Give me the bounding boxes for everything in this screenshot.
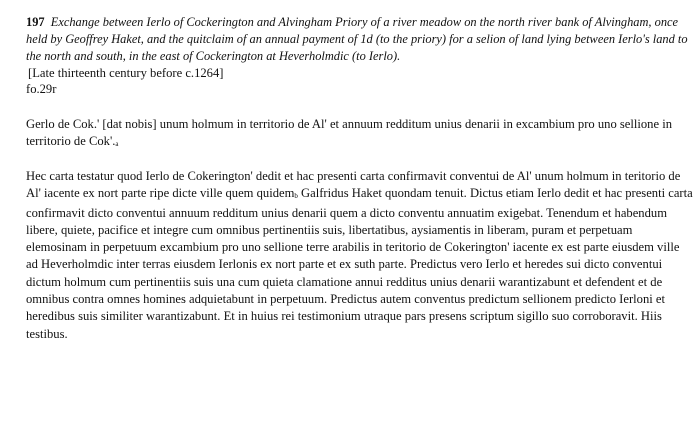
charter-summary xyxy=(26,116,694,152)
charter-heading xyxy=(26,14,694,65)
charter-number: 197 xyxy=(26,15,45,29)
summary-note-marker: a xyxy=(115,140,119,148)
charter-date: [Late thirteenth century before c.1264] xyxy=(28,66,224,80)
body-note-marker: b xyxy=(294,192,298,201)
body-text-part-2: Galfridus Haket quondam tenuit. Dictus etiam Ierlo dedit et hac presenti carta confirmavit dicto conventui annuum redditum unius denarii quem a dicto conventu annuatim exigebat. Tenendum et habendum libere, quiete, pacifice et integre cum omnibus pertinentiis suis, libertatibus, aysiamentis in liberam, puram et perpetuam elemosinam in perpetuum excambium pro uno sellione terre arabilis in teritorio de Cokerington' iacente ex est parte eiusdem ville ad Heverholmdic inter terras eiusdem Ierlonis ex nort parte et ex suth parte. Predictus vero Ierlo et heredes sui dicto conventui dictum holmum cum pertinentiis suis una cum quieta clamatione annui redditus unius denarii warantizabunt et defendent et de omnibus contra omnes homines adquietabunt in perpetuum. Predictus autem conventus predictum sellionem predicto Ierloni et heredibus suis similiter warantizabunt. Et in huius rei testimonium utraque pars presens scriptum sigillo suo corroboravit. Hiis testibus. xyxy=(26,186,693,341)
body-text-part-1: Hec carta testatur quod Ierlo de Cokerington' dedit et hac presenti carta confirmavit conventui de Al' unum holmum in teritorio de Al' iacente ex nort parte ripe dicte ville quem quidem xyxy=(26,169,681,201)
charter-title: Exchange between Ierlo of Cockerington and Alvingham Priory of a river meadow on the north river bank of Alvingham, once held by Geoffrey Haket, and the quitclaim of an annual payment of 1d (to the priory) for a selion of land lying between Ierlo's land to the north and south, in the east of Cockerington at Heverholmdic (to Ierlo). xyxy=(26,15,688,63)
folio-reference: fo.29r xyxy=(26,82,57,96)
charter-body-text xyxy=(26,168,694,343)
charter-page xyxy=(26,14,694,343)
summary-text: Gerlo de Cok.' [dat nobis] unum holmum in territorio de Al' et annuum redditum unius denarii in excambium pro uno sellione in territorio de Cok'. xyxy=(26,117,673,148)
